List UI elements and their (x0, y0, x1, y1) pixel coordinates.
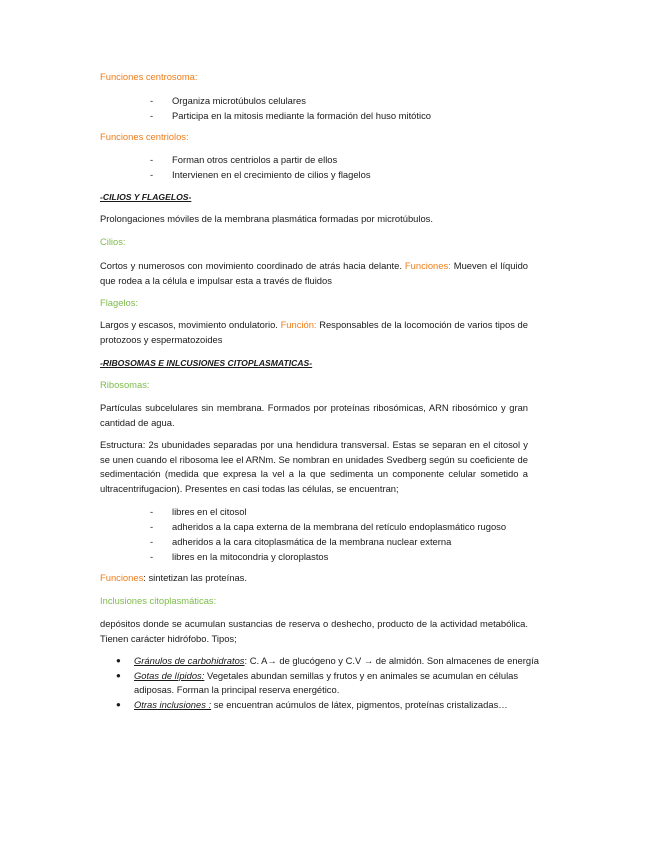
ribosomas-paragraph-2: Estructura: 2s ubunidades separadas por una hendidura transversal. Estas se separan en el citosol y se unen cuando el ribosoma lee el ARNm. Se nombran en unidades Svedberg según su coeficiente de sedimentación (medida que expresa la vel a la que sedimenta un componente celular sometido a ultracentrifugacion). Presentes en casi todas las células, se encuentran; (100, 439, 528, 494)
list-item: - Forman otros centriolos a partir de ellos (150, 154, 338, 165)
ribosomas-paragraph-1: Partículas subcelulares sin membrana. Formados por proteínas ribosómicas, ARN ribosómico y gran cantidad de agua. (100, 402, 528, 428)
inclusiones-title: Inclusiones citoplasmáticas: (100, 595, 217, 606)
flagelos-func-label: Función: (280, 319, 317, 330)
list-item: ● Gotas de lípidos: Vegetales abundan semillas y frutos y en animales se acumulan en células adiposas. Forman la principal reserva energético. (116, 669, 519, 695)
centrosoma-title: Funciones centrosoma: (100, 71, 198, 82)
section-heading-cilios: -CILIOS Y FLAGELOS- (100, 192, 192, 202)
flagelos-title: Flagelos: (100, 297, 139, 308)
section-heading-ribosomas: -RIBOSOMAS E INLCUSIONES CITOPLASMATICAS- (100, 358, 313, 368)
cilios-intro: Prolongaciones móviles de la membrana plasmática formadas por microtúbulos. (100, 213, 433, 224)
list-item: - adheridos a la cara citoplasmática de la membrana nuclear externa (150, 536, 452, 547)
bullet-icon: ● (116, 670, 121, 680)
flagelos-paragraph: Largos y escasos, movimiento ondulatorio. Función: Responsables de la locomoción de varios tipos de protozoos y espermatozoides (100, 319, 528, 345)
list-item: - Organiza microtúbulos celulares (150, 95, 306, 106)
bullet-icon: ● (116, 656, 121, 665)
inclusiones-list (116, 654, 556, 712)
inclusiones-paragraph: depósitos donde se acumulan sustancias de reserva o deshecho, producto de la actividad metabólica. Tienen carácter hidrófobo. Tipos; (100, 618, 528, 644)
list-item: - Intervienen en el crecimiento de cilios y flagelos (150, 169, 371, 180)
centriolos-title: Funciones centriolos: (100, 131, 189, 142)
ribosomas-title: Ribosomas: (100, 379, 150, 390)
bullet-icon: ● (116, 699, 121, 709)
cilios-paragraph: Cortos y numerosos con movimiento coordinado de atrás hacia delante. Funciones: Mueven el líquido que rodea a la célula e impulsar esta a través de fluidos (100, 260, 528, 286)
ribosomas-func-label: Funciones (100, 572, 144, 583)
list-item: - adheridos a la capa externa de la membrana del retículo endoplasmático rugoso (150, 521, 507, 532)
centriolos-list (150, 152, 550, 182)
ribosomas-list (150, 504, 550, 564)
list-item: - Participa en la mitosis mediante la formación del huso mitótico (150, 110, 431, 121)
list-item: - libres en la mitocondria y cloroplastos (150, 551, 329, 562)
list-item: - libres en el citosol (150, 506, 247, 517)
ribosomas-funciones: Funciones: sintetizan las proteínas. (100, 572, 247, 583)
centrosoma-list (150, 93, 550, 123)
cilios-func-label: Funciones: (404, 260, 451, 271)
list-item: ● Gránulos de carbohidratos: C. A→ de glucógeno y C.V → de almidón. Son almacenes de energía (116, 654, 556, 669)
list-item: ● Otras inclusiones : se encuentran acúmulos de látex, pigmentos, proteínas cristalizadas… (116, 698, 556, 713)
cilios-title: Cilios: (100, 236, 126, 247)
